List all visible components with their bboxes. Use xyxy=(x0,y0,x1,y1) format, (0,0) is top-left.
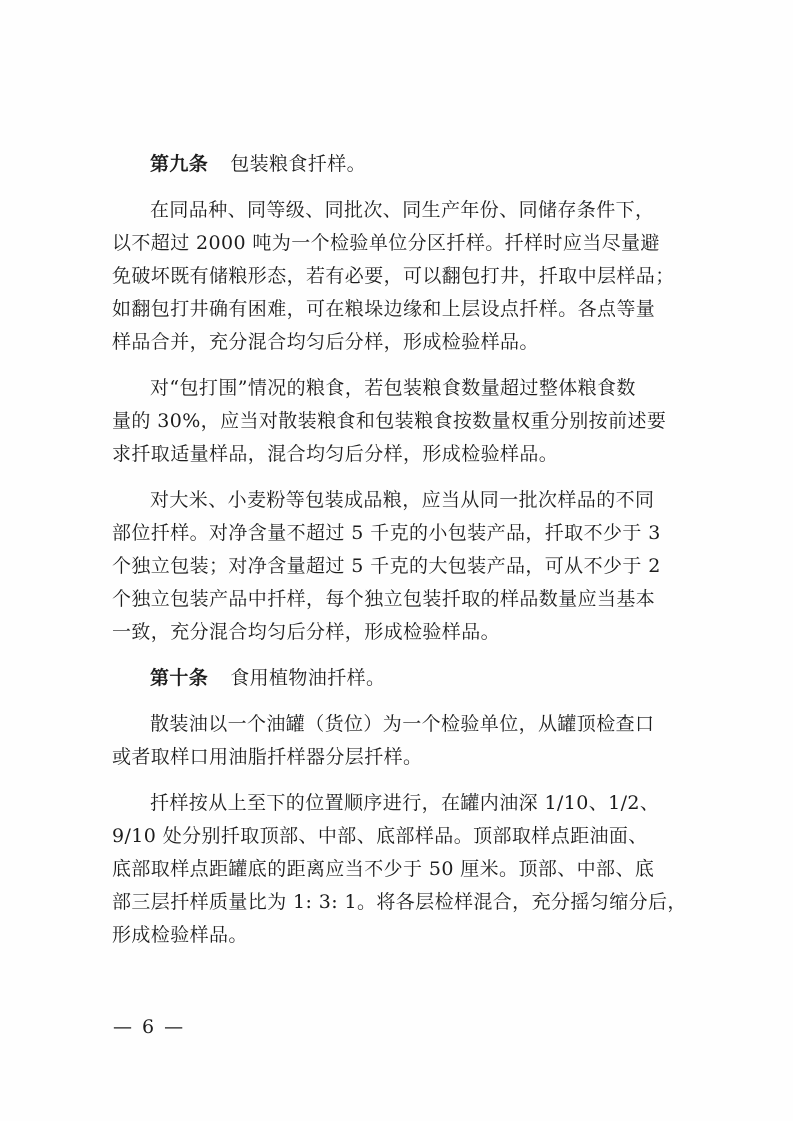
text-line: 以不超过 2000 吨为一个检验单位分区扦样。扦样时应当尽量避 xyxy=(112,232,660,254)
text-line: 个独立包装；对净含量超过 5 千克的大包装产品，可从不少于 2 xyxy=(112,555,661,577)
article-10-title: 食用植物油扦样。 xyxy=(230,667,386,689)
article-9-number: 第九条 xyxy=(150,153,209,175)
article-10-paragraph-2 xyxy=(112,787,706,952)
text-line: 一致，充分混合均匀后分样，形成检验样品。 xyxy=(112,621,501,643)
text-line: 底部取样点距罐底的距离应当不少于 50 厘米。顶部、中部、底 xyxy=(112,858,655,880)
text-line: 部位扦样。对净含量不超过 5 千克的小包装产品，扦取不少于 3 xyxy=(112,522,661,544)
text-line: 9/10 处分别扦取顶部、中部、底部样品。顶部取样点距油面、 xyxy=(112,825,648,847)
article-9-title: 包装粮食扦样。 xyxy=(230,153,367,175)
text-line: 个独立包装产品中扦样，每个独立包装扦取的样品数量应当基本 xyxy=(112,588,656,610)
article-10-number: 第十条 xyxy=(150,667,209,689)
text-line: 扦样按从上至下的位置顺序进行，在罐内油深 1/10、1/2、 xyxy=(150,792,660,814)
text-line: 样品合并，充分混合均匀后分样，形成检验样品。 xyxy=(112,331,539,353)
text-line: 部三层扦样质量比为 1: 3: 1。将各层检样混合，充分摇匀缩分后， xyxy=(112,891,687,913)
article-9-heading xyxy=(112,148,706,181)
text-line: 或者取样口用油脂扦样器分层扦样。 xyxy=(112,746,423,768)
text-line: 在同品种、同等级、同批次、同生产年份、同储存条件下， xyxy=(150,199,655,221)
article-9-paragraph-1 xyxy=(112,194,706,359)
text-line: 形成检验样品。 xyxy=(112,924,248,946)
article-9-paragraph-3 xyxy=(112,484,706,649)
text-line: 对大米、小麦粉等包装成品粮，应当从同一批次样品的不同 xyxy=(150,489,655,511)
text-line: 如翻包打井确有困难，可在粮垛边缘和上层设点扦样。各点等量 xyxy=(112,298,656,320)
page-number: — 6 — xyxy=(113,1016,186,1038)
article-10-paragraph-1 xyxy=(112,708,706,774)
text-line: 量的 30%，应当对散装粮食和包装粮食按数量权重分别按前述要 xyxy=(112,410,667,432)
text-line: 散装油以一个油罐（货位）为一个检验单位，从罐顶检查口 xyxy=(150,713,655,735)
text-line: 求扦取适量样品，混合均匀后分样，形成检验样品。 xyxy=(112,443,559,465)
article-10-heading xyxy=(112,662,706,695)
text-line: 免破坏既有储粮形态，若有必要，可以翻包打井，扦取中层样品； xyxy=(112,265,675,287)
text-line: 对“包打围”情况的粮食，若包装粮食数量超过整体粮食数 xyxy=(150,377,636,399)
article-9-paragraph-2 xyxy=(112,372,706,471)
document-body xyxy=(112,148,706,952)
